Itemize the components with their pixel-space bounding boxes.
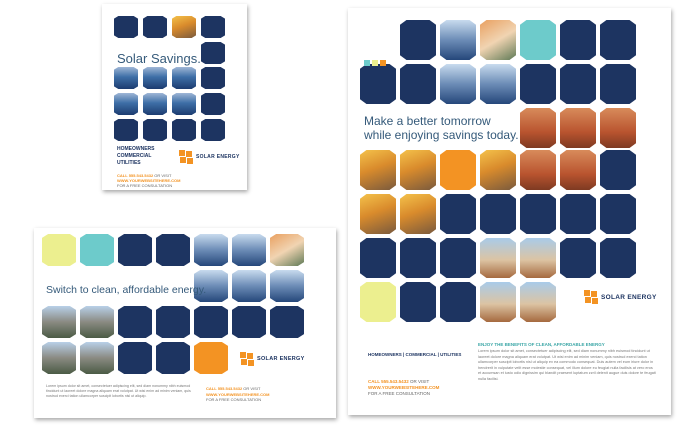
large-flyer-contact — [368, 379, 439, 397]
tile — [143, 16, 167, 38]
tile — [560, 64, 596, 104]
ad-flyer — [34, 228, 336, 418]
tile — [156, 342, 190, 374]
ad-headline: Switch to clean, affordable energy. — [46, 284, 207, 296]
tile — [360, 238, 396, 278]
tile — [42, 234, 76, 266]
tile — [114, 119, 138, 141]
tile — [440, 238, 476, 278]
photo-tile — [80, 306, 114, 338]
tile — [440, 150, 476, 190]
small-flyer — [102, 4, 247, 190]
tile — [201, 42, 225, 64]
or-visit-text: OR VISIT — [153, 173, 172, 178]
photo-tile — [400, 194, 436, 234]
tile — [400, 238, 436, 278]
tile — [201, 16, 225, 38]
large-flyer-logo — [584, 290, 657, 304]
tile — [194, 342, 228, 374]
photo-tile — [143, 67, 167, 89]
photo-tile — [114, 67, 138, 89]
logo-text: SOLAR ENERGY — [601, 293, 657, 301]
tile — [201, 119, 225, 141]
tile — [80, 234, 114, 266]
small-flyer-headline: Solar Savings. — [117, 51, 201, 66]
tile — [480, 194, 516, 234]
tile — [600, 150, 636, 190]
website-link[interactable]: WWW.YOURWEBSITEHERE.COM — [117, 178, 181, 183]
tile — [600, 194, 636, 234]
tile — [118, 306, 152, 338]
photo-tile — [360, 194, 396, 234]
website-link[interactable]: WWW.YOURWEBSITEHERE.COM — [206, 391, 270, 397]
tile — [194, 306, 228, 338]
photo-tile — [480, 282, 516, 322]
tile — [156, 306, 190, 338]
photo-tile — [480, 238, 516, 278]
photo-tile — [270, 270, 304, 302]
audience-item: HOMEOWNERS — [117, 146, 155, 152]
small-flyer-audiences — [117, 146, 155, 167]
tile — [118, 342, 152, 374]
tile — [600, 238, 636, 278]
tile — [360, 282, 396, 322]
tile — [600, 64, 636, 104]
small-flyer-logo — [179, 150, 240, 164]
photo-tile — [114, 93, 138, 115]
photo-tile — [480, 20, 516, 60]
sun-logo-icon — [240, 352, 254, 366]
tile — [400, 20, 436, 60]
tile — [520, 20, 556, 60]
tile — [118, 234, 152, 266]
tile — [143, 119, 167, 141]
website-link[interactable]: WWW.YOURWEBSITEHERE.COM — [368, 385, 440, 390]
ad-contact — [206, 386, 269, 403]
photo-tile — [480, 150, 516, 190]
sun-logo-icon — [584, 290, 598, 304]
tile — [232, 306, 266, 338]
photo-tile — [172, 16, 196, 38]
large-flyer-headline — [364, 114, 519, 142]
logo-text: SOLAR ENERGY — [196, 154, 240, 160]
phone-number: CALL 555.543.5432 — [206, 386, 243, 391]
audience-item: UTILITIES — [117, 160, 141, 166]
tile — [400, 64, 436, 104]
tile — [440, 282, 476, 322]
sun-logo-icon — [179, 150, 193, 164]
tile — [270, 306, 304, 338]
tile — [114, 16, 138, 38]
photo-tile — [143, 93, 167, 115]
photo-tile — [600, 108, 636, 148]
photo-tile — [172, 67, 196, 89]
services-line: HOMEOWNERS | COMMERCIAL | UTILITIES — [368, 352, 462, 357]
small-flyer-tile-grid — [102, 4, 247, 146]
photo-tile — [480, 64, 516, 104]
tile — [440, 194, 476, 234]
photo-tile — [80, 342, 114, 374]
headline-line-2: while enjoying savings today. — [364, 128, 519, 142]
photo-tile — [232, 270, 266, 302]
tile — [560, 238, 596, 278]
tile — [201, 93, 225, 115]
consult-text: FOR A FREE CONSULTATION — [206, 397, 262, 402]
tile — [560, 194, 596, 234]
phone-number: CALL 555.543.5432 — [368, 379, 409, 384]
ad-logo — [240, 352, 305, 366]
or-visit-text: OR VISIT — [408, 379, 430, 384]
consult-text: FOR A FREE CONSULTATION — [368, 391, 431, 396]
large-flyer — [348, 8, 671, 415]
tile — [156, 234, 190, 266]
photo-tile — [194, 234, 228, 266]
logo-text: SOLAR ENERGY — [257, 356, 305, 362]
photo-tile — [42, 306, 76, 338]
large-flyer-body-text: Lorem ipsum dolor sit amet, consectetuer adipiscing elit, sed diam nonummy nibh euismod tincidunt ut laoreet dolore magna aliquam erat volutpat. Ut wisi enim ad minim veniam, quis nostrud exerci tation ullamcorper suscipit lobortis nisl ut aliquip ex ea commodo consequat. Duis autem vel eum iriure dolor in hendrerit in vulputate velit esse molestie consequat, vel illum dolore eu feugiat nulla facilisis at vero eros et accumsan et iusto odio dignissim qui blandit praesent luptatum zzril delenit augue duis dolore te feugait nulla facilisi. — [478, 349, 656, 381]
photo-tile — [560, 150, 596, 190]
tile — [400, 282, 436, 322]
consult-text: FOR A FREE CONSULTATION — [117, 183, 173, 188]
phone-number: CALL 555.543.5432 — [117, 173, 154, 178]
photo-tile — [520, 282, 556, 322]
photo-tile — [172, 93, 196, 115]
photo-tile — [232, 234, 266, 266]
tile — [520, 194, 556, 234]
tile — [172, 119, 196, 141]
photo-tile — [440, 64, 476, 104]
tile — [201, 67, 225, 89]
benefits-title: ENJOY THE BENEFITS OF CLEAN, AFFORDABLE ENERGY — [478, 342, 605, 347]
photo-tile — [520, 108, 556, 148]
audience-item: COMMERCIAL — [117, 153, 152, 159]
photo-tile — [440, 20, 476, 60]
photo-tile — [560, 108, 596, 148]
accent-squares — [364, 53, 388, 71]
small-flyer-contact — [117, 173, 180, 188]
ad-body-text: Lorem ipsum dolor sit amet, consectetuer adipiscing elit, sed diam nonummy nibh euismod tincidunt ut laoreet dolore magna aliquam erat volutpat. Ut wisi enim ad minim veniam, quis nostrud exerci tation ullamcorper suscipit lobortis nisl ut aliquip. — [46, 384, 191, 399]
or-visit-text: OR VISIT — [242, 386, 261, 391]
photo-tile — [520, 238, 556, 278]
photo-tile — [42, 342, 76, 374]
photo-tile — [400, 150, 436, 190]
headline-line-1: Make a better tomorrow — [364, 114, 491, 128]
tile — [560, 20, 596, 60]
photo-tile — [360, 150, 396, 190]
photo-tile — [520, 150, 556, 190]
photo-tile — [270, 234, 304, 266]
tile — [600, 20, 636, 60]
tile — [520, 64, 556, 104]
